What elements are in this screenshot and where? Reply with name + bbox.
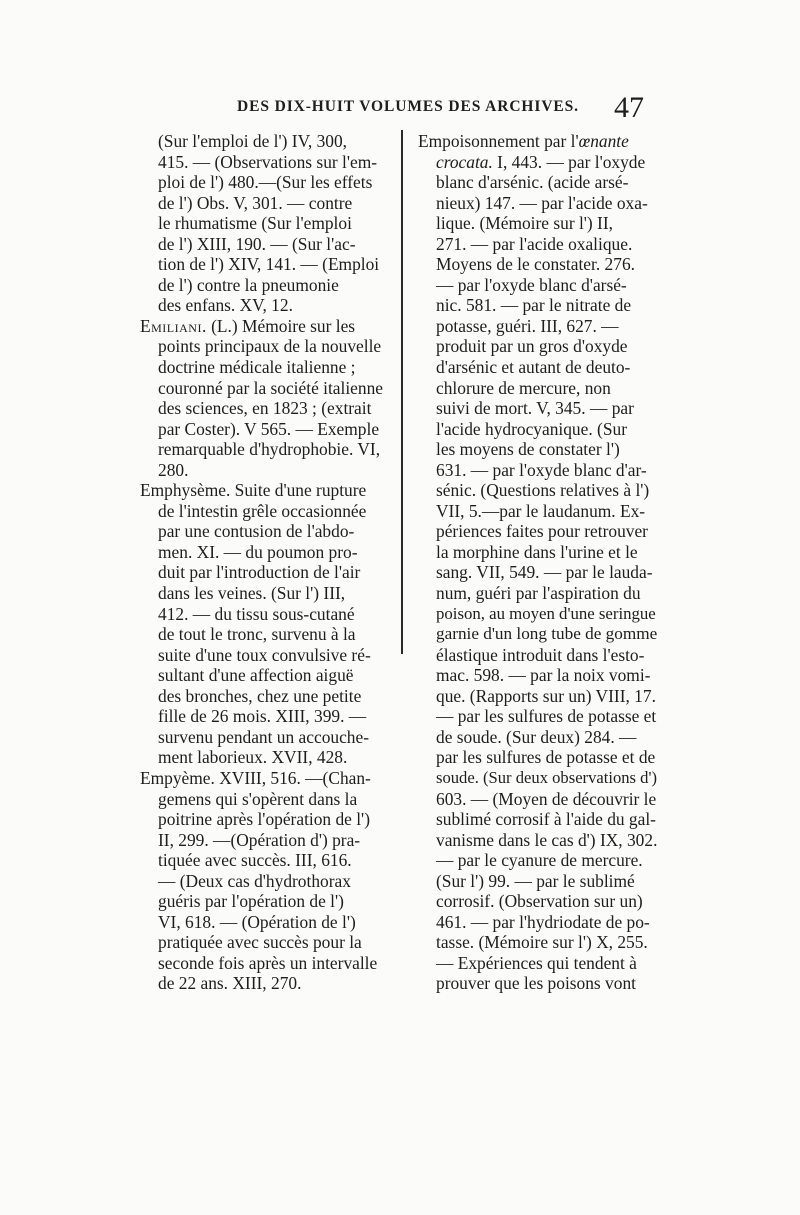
text-line: par une contusion de l'abdo- xyxy=(158,521,355,542)
text-line: nieux) 147. — par l'acide oxa- xyxy=(436,192,648,213)
left-column xyxy=(140,131,392,994)
text-line: couronné par la société italienne xyxy=(158,377,384,398)
text-line: 603. — (Moyen de découvrir le xyxy=(436,788,657,809)
text-line: sénic. (Questions relatives à l') xyxy=(436,480,650,501)
running-header xyxy=(0,88,800,128)
text-line: gemens qui s'opèrent dans la xyxy=(158,788,358,809)
text-line: périences faites pour retrouver xyxy=(436,521,648,542)
text-line: Moyens de le constater. 276. xyxy=(436,254,635,275)
text-line: tasse. (Mémoire sur l') X, 255. xyxy=(436,932,648,953)
text-line: sublimé corrosif à l'aide du gal- xyxy=(436,809,656,830)
text-line: points principaux de la nouvelle xyxy=(158,336,382,357)
text-line: pratiquée avec succès pour la xyxy=(158,932,362,953)
text-line: ment laborieux. XVII, 428. xyxy=(158,747,348,768)
text-line: sang. VII, 549. — par le lauda- xyxy=(436,562,653,583)
text-line: — par l'oxyde blanc d'arsé- xyxy=(436,274,627,295)
italic-term: œnante xyxy=(578,131,629,151)
text-line: lique. (Mémoire sur l') II, xyxy=(436,213,613,234)
text-line: prouver que les poisons vont xyxy=(436,973,636,994)
text-line: de l') XIII, 190. — (Sur l'ac- xyxy=(158,233,356,254)
text-line: la morphine dans l'urine et le xyxy=(436,541,638,562)
entry-first-line: Emiliani. (L.) Mémoire sur les xyxy=(140,315,356,336)
text-line: ploi de l') 480.—(Sur les effets xyxy=(158,172,373,193)
text-line: suivi de mort. V, 345. — par xyxy=(436,398,634,419)
text-line: (Sur l') 99. — par le sublimé xyxy=(436,870,635,891)
text-line: tion de l') XIV, 141. — (Emploi xyxy=(158,254,380,275)
text-line: que. (Rapports sur un) VIII, 17. xyxy=(436,685,656,706)
text-line: II, 299. —(Opération d') pra- xyxy=(158,829,361,850)
text-line: VI, 618. — (Opération de l') xyxy=(158,911,356,932)
text-line: sultant d'une affection aiguë xyxy=(158,665,354,686)
text-line: de l'intestin grêle occasionnée xyxy=(158,500,367,521)
text-line: suite d'une toux convulsive ré- xyxy=(158,644,371,665)
text-line: — par les sulfures de potasse et xyxy=(436,706,657,727)
text-line: remarquable d'hydrophobie. VI, xyxy=(158,439,381,460)
text-line: guéris par l'opération de l') xyxy=(158,891,344,912)
text-line: chlorure de mercure, non xyxy=(436,377,611,398)
text-line: survenu pendant un accouche- xyxy=(158,726,370,747)
text-line: men. XI. — du poumon pro- xyxy=(158,541,358,562)
entry-first-line: Empyème. XVIII, 516. —(Chan- xyxy=(140,767,371,788)
text-line: 461. — par l'hydriodate de po- xyxy=(436,911,650,932)
text-line: de soude. (Sur deux) 284. — xyxy=(436,726,637,747)
text-line: blanc d'arsénic. (acide arsé- xyxy=(436,172,629,193)
right-column xyxy=(418,131,656,994)
text-line: mac. 598. — par la noix vomi- xyxy=(436,665,651,686)
running-title: DES DIX-HUIT VOLUMES DES ARCHIVES. xyxy=(237,98,579,115)
text-line: de 22 ans. XIII, 270. xyxy=(158,973,302,994)
text-line: par les sulfures de potasse et de xyxy=(436,747,656,768)
text-line: — par le cyanure de mercure. xyxy=(436,850,643,871)
text-line: (Sur l'emploi de l') IV, 300, xyxy=(158,131,348,151)
text-line: seconde fois après un intervalle xyxy=(158,952,378,973)
text-line: poitrine après l'opération de l') xyxy=(158,809,370,830)
text-line: des enfans. XV, 12. xyxy=(158,295,293,316)
text-line: 631. — par l'oxyde blanc d'ar- xyxy=(436,459,647,480)
text-line: des bronches, chez une petite xyxy=(158,685,362,706)
author-name: Emiliani. xyxy=(140,315,207,336)
text-line: élastique introduit dans l'esto- xyxy=(436,644,645,665)
text-line: des sciences, en 1823 ; (extrait xyxy=(158,398,372,419)
text-line: d'arsénic et autant de deuto- xyxy=(436,357,631,378)
text-line: num, guéri par l'aspiration du xyxy=(436,583,641,604)
text-line: fille de 26 mois. XIII, 399. — xyxy=(158,706,367,727)
text-line: — (Deux cas d'hydrothorax xyxy=(158,870,351,891)
text-line: le rhumatisme (Sur l'emploi xyxy=(158,213,352,234)
entry-first-line: Emphysème. Suite d'une rupture xyxy=(140,480,367,501)
text-line: produit par un gros d'oxyde xyxy=(436,336,628,357)
text-line: les moyens de constater l') xyxy=(436,439,620,460)
column-divider xyxy=(401,130,403,654)
text-line: vanisme dans le cas d') IX, 302. xyxy=(436,829,658,850)
text-line: soude. (Sur deux observations d') xyxy=(436,767,657,787)
text-line: VII, 5.—par le laudanum. Ex- xyxy=(436,500,646,521)
text-line: — Expériences qui tendent à xyxy=(436,952,637,973)
text-line: nic. 581. — par le nitrate de xyxy=(436,295,632,316)
text-line: duit par l'introduction de l'air xyxy=(158,562,361,583)
text-line: de l') Obs. V, 301. — contre xyxy=(158,192,353,213)
text-line: potasse, guéri. III, 627. — xyxy=(436,315,619,336)
text-line: 415. — (Observations sur l'em- xyxy=(158,151,378,172)
text-line: 280. xyxy=(158,459,189,480)
text-line: 271. — par l'acide oxalique. xyxy=(436,233,633,254)
text-line xyxy=(418,152,656,173)
text-line: dans les veines. (Sur l') III, xyxy=(158,583,346,604)
text-line: garnie d'un long tube de gomme xyxy=(436,624,658,644)
text-line: poison, au moyen d'une seringue xyxy=(436,603,656,623)
text-line: 412. — du tissu sous-cutané xyxy=(158,603,355,624)
text-line: de l') contre la pneumonie xyxy=(158,274,339,295)
text-line: par Coster). V 565. — Exemple xyxy=(158,418,380,439)
text-line: tiquée avec succès. III, 616. xyxy=(158,850,352,871)
entry-first-line xyxy=(418,131,656,152)
text-run: I, 443. — par l'oxyde xyxy=(492,151,646,172)
text-line: corrosif. (Observation sur un) xyxy=(436,891,643,912)
text-line: doctrine médicale italienne ; xyxy=(158,357,356,378)
italic-term: crocata. xyxy=(436,151,493,172)
text-line: de tout le tronc, survenu à la xyxy=(158,624,356,645)
text-run: Empoisonnement par l' xyxy=(418,131,579,151)
text-line: l'acide hydrocyanique. (Sur xyxy=(436,418,627,439)
page-number: 47 xyxy=(614,91,644,124)
